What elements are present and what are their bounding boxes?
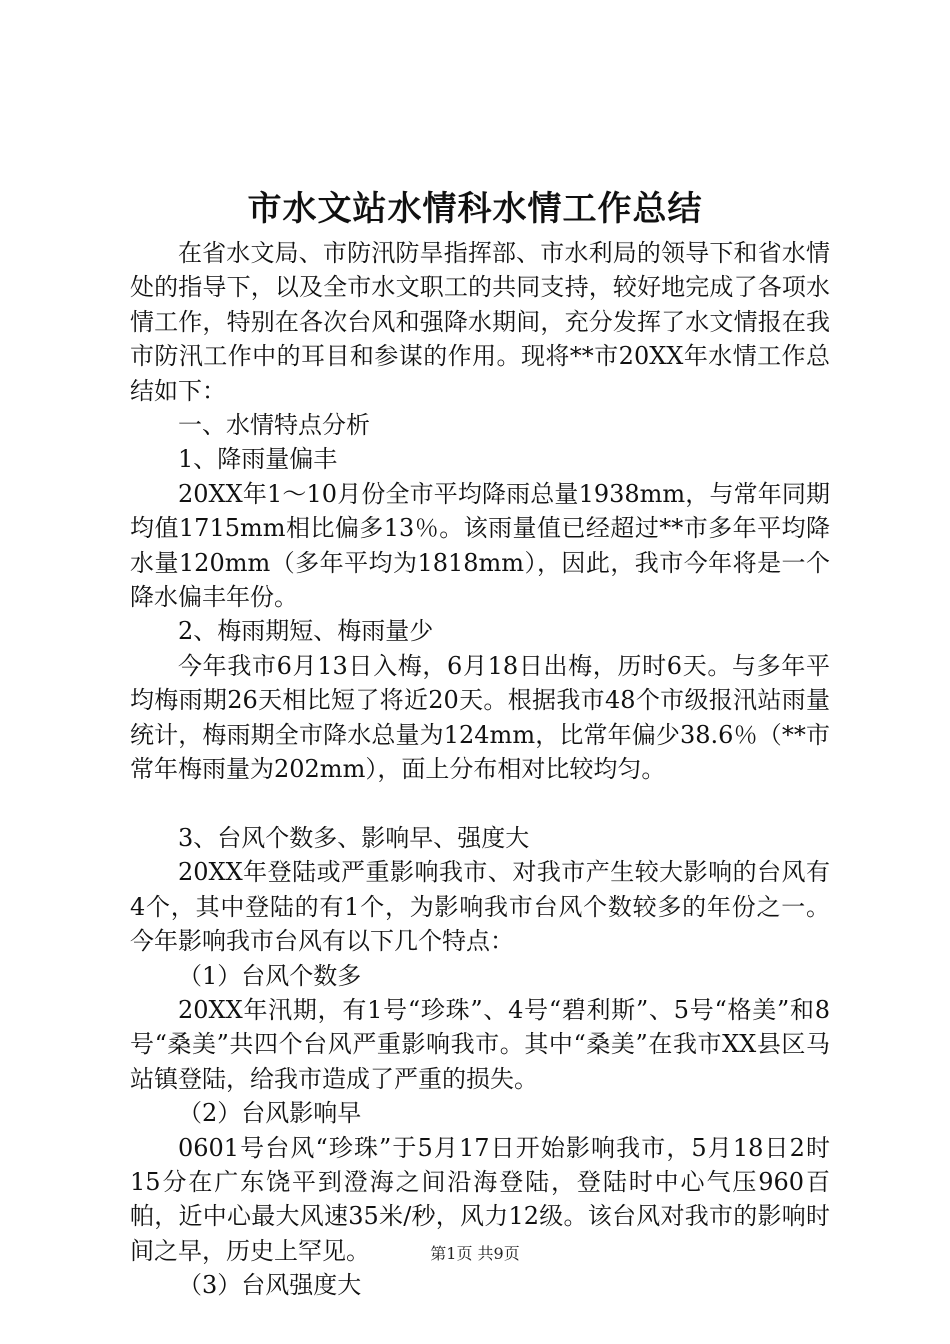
document-body xyxy=(130,236,830,1303)
intro-paragraph: 在省水文局、市防汛防旱指挥部、市水利局的领导下和省水情处的指导下，以及全市水文职工的共同支持，较好地完成了各项水情工作，特别在各次台风和强降水期间，充分发挥了水文情报在我市防汛工作中的耳目和参谋的作用。现将**市20XX年水情工作总结如下： xyxy=(130,239,830,405)
paragraph-spacer xyxy=(130,787,830,821)
typhoon-point-count-heading: （1）台风个数多 xyxy=(178,961,362,990)
typhoon-count-paragraph: 20XX年汛期，有1号“珍珠”、4号“碧利斯”、5号“格美”和8号“桑美”共四个台风严重影响我市。其中“桑美”在我市XX县区马站镇登陆，给我市造成了严重的损失。 xyxy=(130,995,830,1093)
typhoon-early-paragraph: 0601号台风“珍珠”于5月17日开始影响我市，5月18日2时15分在广东饶平到澄海之间沿海登陆，登陆时中心气压960百帕，近中心最大风速35米/秒，风力12级。该台风对我市的影响时间之早，历史上罕见。 xyxy=(130,1133,830,1265)
typhoon-point-intensity-heading: （3）台风强度大 xyxy=(178,1271,362,1300)
document-title: 市水文站水情科水情工作总结 xyxy=(247,189,703,229)
subsection-heading-rainfall: 1、降雨量偏丰 xyxy=(178,445,338,474)
page-indicator: 第1页 共9页 xyxy=(430,1244,520,1263)
plum-rain-paragraph: 今年我市6月13日入梅，6月18日出梅，历时6天。与多年平均梅雨期26天相比短了将近20天。根据我市48个市级报汛站雨量统计，梅雨期全市降水总量为124mm，比常年偏少38.6％（**市常年梅雨量为202mm），面上分布相对比较均匀。 xyxy=(130,651,830,784)
rainfall-paragraph: 20XX年1～10月份全市平均降雨总量1938mm，与常年同期均值1715mm相比偏多13％。该雨量值已经超过**市多年平均降水量120mm（多年平均为1818mm），因此，我市今年将是一个降水偏丰年份。 xyxy=(130,479,830,612)
typhoon-point-early-heading: （2）台风影响早 xyxy=(178,1099,362,1128)
typhoon-paragraph: 20XX年登陆或严重影响我市、对我市产生较大影响的台风有4个，其中登陆的有1个，为影响我市台风个数较多的年份之一。今年影响我市台风有以下几个特点： xyxy=(130,858,830,956)
section-heading-water-analysis: 一、水情特点分析 xyxy=(178,411,370,440)
subsection-heading-plum-rain: 2、梅雨期短、梅雨量少 xyxy=(178,617,434,646)
subsection-heading-typhoon: 3、台风个数多、影响早、强度大 xyxy=(178,823,530,852)
